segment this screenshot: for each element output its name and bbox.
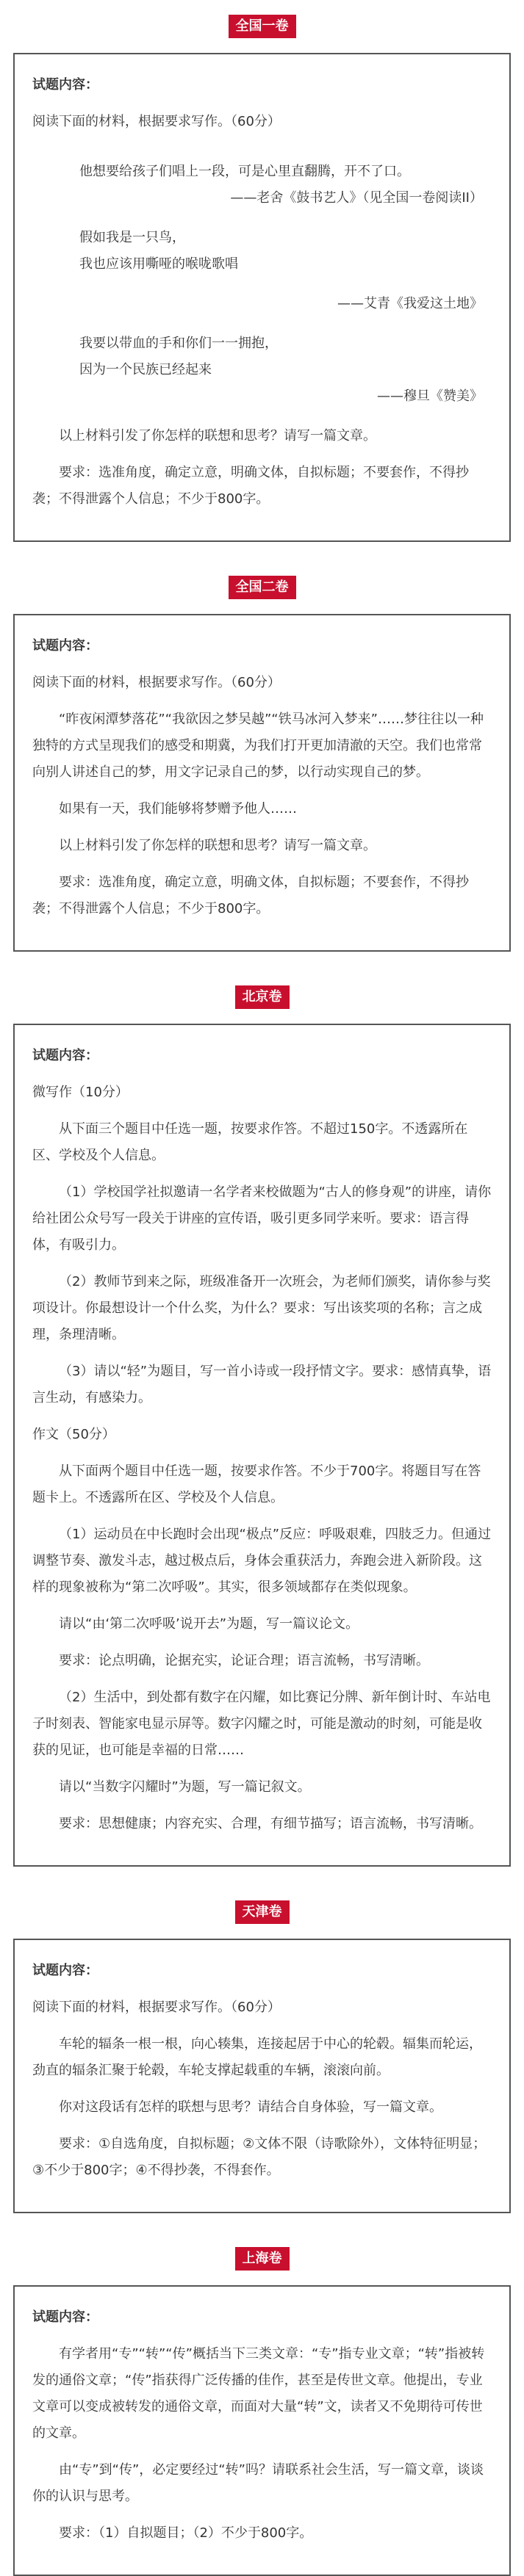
instruction-text: 从下面两个题目中任选一题，按要求作答。不少于700字。将题目写在答题卡上。不透露所在区、学校及个人信息。 xyxy=(32,1464,481,1505)
section-national-2 xyxy=(13,571,511,952)
material-text: 有学者用“专”“转”“传”概括当下三类文章：“专”指专业文章；“转”指被转发的通俗文章；“传”指获得广泛传播的佳作，甚至是传世文章。他提出，专业文章可以变成被转发的通俗文章，而面对大量“转”文，读者又不免期待可传世的文章。 xyxy=(32,2346,485,2441)
question-box xyxy=(13,2285,511,2576)
subheading-essay: 作文（50分） xyxy=(32,1427,115,1442)
requirement-text: 要求：论点明确，论据充实，论证合理；语言流畅，书写清晰。 xyxy=(59,1653,429,1668)
requirement-text: 要求：选准角度，确定立意，明确文体，自拟标题；不要套作，不得抄袭；不得泄露个人信息；不少于800字。 xyxy=(32,465,469,507)
box-title: 试题内容： xyxy=(32,77,98,93)
section-national-1 xyxy=(13,10,511,542)
box-title: 试题内容： xyxy=(32,2309,98,2325)
quote-source: ——老舍《鼓书艺人》（见全国一卷阅读II） xyxy=(230,190,483,206)
requirement-text: 要求：思想健康；内容充实、合理，有细节描写；语言流畅，书写清晰。 xyxy=(59,1816,482,1831)
question-box xyxy=(13,1939,511,2213)
box-title: 试题内容： xyxy=(32,1963,98,1978)
quote-source: ——艾青《我爱这土地》 xyxy=(337,296,483,311)
task-text: 请以“当数字闪耀时”为题，写一篇记叙文。 xyxy=(59,1779,311,1795)
quote-line: 假如我是一只鸟， xyxy=(79,230,185,245)
requirement-text: 要求：（1）自拟题目；（2）不少于800字。 xyxy=(59,2525,313,2541)
section-shanghai xyxy=(13,2243,511,2576)
material-text: 如果有一天，我们能够将梦赠予他人…… xyxy=(59,801,297,817)
subheading-micro-writing: 微写作（10分） xyxy=(32,1085,129,1100)
intro-text: 阅读下面的材料，根据要求写作。（60分） xyxy=(32,675,281,690)
section-tag: 天津卷 xyxy=(235,1900,290,1924)
section-beijing xyxy=(13,981,511,1867)
task-text: 请以“由‘第二次呼吸’说开去”为题，写一篇议论文。 xyxy=(59,1616,359,1632)
section-tianjin xyxy=(13,1896,511,2213)
quote-line: 我也应该用嘶哑的喉咙歌唱 xyxy=(79,256,238,272)
quote-line: 我要以带血的手和你们一一拥抱， xyxy=(79,336,278,351)
section-tag: 上海卷 xyxy=(235,2247,290,2271)
section-tag: 北京卷 xyxy=(235,985,290,1009)
box-title: 试题内容： xyxy=(32,1048,98,1063)
quote-source: ——穆旦《赞美》 xyxy=(377,388,483,404)
option-text: （1）学校国学社拟邀请一名学者来校做题为“古人的修身观”的讲座，请你给社团公众号写一段关于讲座的宣传语，吸引更多同学来听。要求：语言得体，有吸引力。 xyxy=(32,1184,492,1253)
quote-line: 他想要给孩子们唱上一段，可是心里直翻腾，开不了口。 xyxy=(79,164,410,179)
question-text: 你对这段话有怎样的联想与思考？请结合自身体验，写一篇文章。 xyxy=(59,2099,442,2115)
instruction-text: 从下面三个题目中任选一题，按要求作答。不超过150字。不透露所在区、学校及个人信息。 xyxy=(32,1121,468,1163)
question-text: 以上材料引发了你怎样的联想和思考？请写一篇文章。 xyxy=(59,428,376,444)
material-text: 车轮的辐条一根一根，向心辏集，连接起居于中心的轮毂。辐集而轮运，劲直的辐条汇聚于轮毂，车轮支撑起载重的车辆，滚滚向前。 xyxy=(32,2036,482,2078)
option-text: （1）运动员在中长跑时会出现“极点”反应：呼吸艰难，四肢乏力。但通过调整节奏、激发斗志，越过极点后，身体会重获活力，奔跑会进入新阶段。这样的现象被称为“第二次呼吸”。其实，很多领域都存在类似现象。 xyxy=(32,1527,492,1595)
question-box xyxy=(13,614,511,952)
question-box xyxy=(13,1024,511,1867)
material-text: “昨夜闲潭梦落花”“我欲因之梦吴越”“铁马冰河入梦来”……梦往往以一种独特的方式呈现我们的感受和期冀，为我们打开更加清澈的天空。我们也常常向别人讲述自己的梦，用文字记录自己的梦，以行动实现自己的梦。 xyxy=(32,712,484,780)
section-tag: 全国二卷 xyxy=(229,576,296,599)
question-text: 由“专”到“传”，必定要经过“转”吗？请联系社会生活，写一篇文章，谈谈你的认识与思考。 xyxy=(32,2462,484,2504)
option-text: （2）教师节到来之际，班级准备开一次班会，为老师们颁奖，请你参与奖项设计。你最想设计一个什么奖，为什么？要求：写出该奖项的名称；言之成理，条理清晰。 xyxy=(32,1274,491,1342)
box-title: 试题内容： xyxy=(32,638,98,654)
question-text: 以上材料引发了你怎样的联想和思考？请写一篇文章。 xyxy=(59,838,376,853)
section-tag: 全国一卷 xyxy=(229,15,296,38)
question-box xyxy=(13,53,511,542)
requirement-text: 要求：①自选角度，自拟标题；②文体不限（诗歌除外），文体特征明显；③不少于800字；④不得抄袭，不得套作。 xyxy=(32,2136,487,2178)
option-text: （2）生活中，到处都有数字在闪耀，如比赛记分牌、新年倒计时、车站电子时刻表、智能家电显示屏等。数字闪耀之时，可能是激动的时刻，可能是收获的见证，也可能是幸福的日常…… xyxy=(32,1690,491,1758)
quote-line: 因为一个民族已经起来 xyxy=(79,362,212,377)
intro-text: 阅读下面的材料，根据要求写作。（60分） xyxy=(32,2000,281,2015)
intro-text: 阅读下面的材料，根据要求写作。（60分） xyxy=(32,114,281,129)
option-text: （3）请以“轻”为题目，写一首小诗或一段抒情文字。要求：感情真挚，语言生动，有感染力。 xyxy=(32,1364,492,1405)
requirement-text: 要求：选准角度，确定立意，明确文体，自拟标题；不要套作，不得抄袭；不得泄露个人信息；不少于800字。 xyxy=(32,875,469,916)
